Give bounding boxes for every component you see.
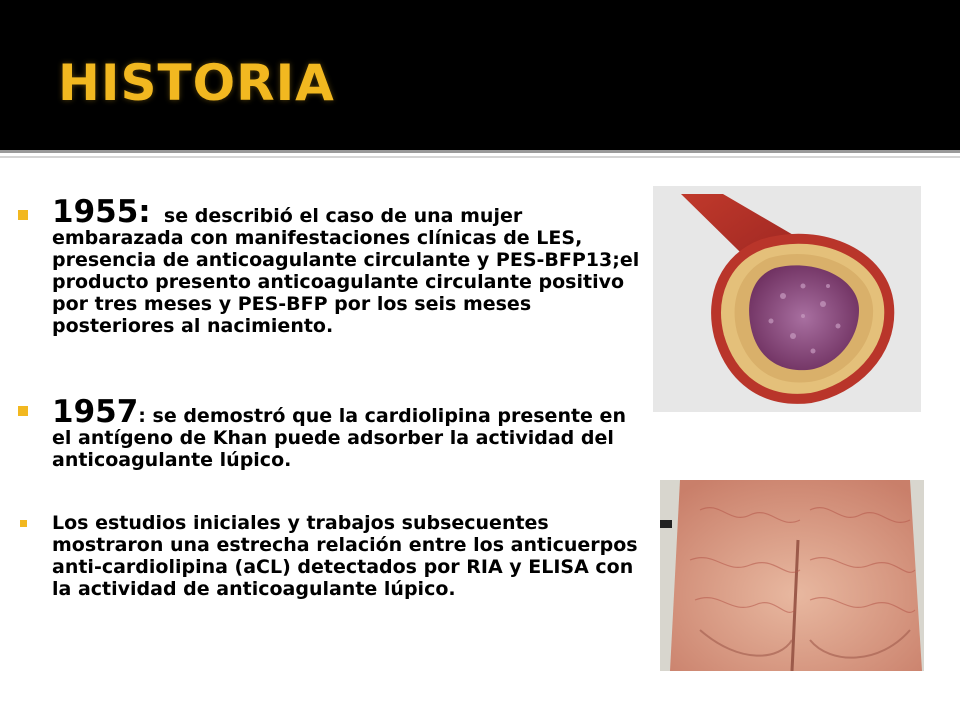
bullet-text <box>52 194 648 337</box>
bullet-body: se describió el caso de una mujer embarazada con manifestaciones clínicas de LES, presencia de anticoagulante circulante y PES-BFP13;el producto presento anticoagulante circulante positivo por tres meses y PES-BFP por los seis meses posteriores al nacimiento. <box>52 205 640 337</box>
bullet-body: se demostró que la cardiolipina presente en el antígeno de Khan puede adsorber la actividad del anticoagulante lúpico. <box>52 405 626 471</box>
blood-vessel-image <box>653 186 921 412</box>
bullet-text: Los estudios iniciales y trabajos subsecuentes mostraron una estrecha relación entre los anticuerpos anti-cardiolipina (aCL) detectados por RIA y ELISA con la actividad de anticoagulante lúpico. <box>52 512 638 600</box>
bullet-marker <box>18 210 28 220</box>
slide-title: HISTORIA <box>58 54 335 112</box>
title-bar <box>0 0 960 150</box>
bullet-marker <box>18 406 28 416</box>
bullet-year-separator: : <box>138 405 146 427</box>
bullet-marker <box>20 520 27 527</box>
bullet-1957 <box>18 394 648 471</box>
bullet-1955 <box>18 194 648 337</box>
bullet-year-separator: : <box>138 194 151 230</box>
title-divider <box>0 150 960 153</box>
bullet-year: 1957 <box>52 394 139 430</box>
title-divider-secondary <box>0 156 960 158</box>
bullet-text <box>52 394 648 471</box>
bullet-year: 1955 <box>52 194 139 230</box>
blood-vessel-illustration <box>653 186 921 412</box>
bullet-studies <box>18 512 648 600</box>
skin-photo-image <box>660 480 924 671</box>
skin-photo-illustration <box>660 480 924 671</box>
